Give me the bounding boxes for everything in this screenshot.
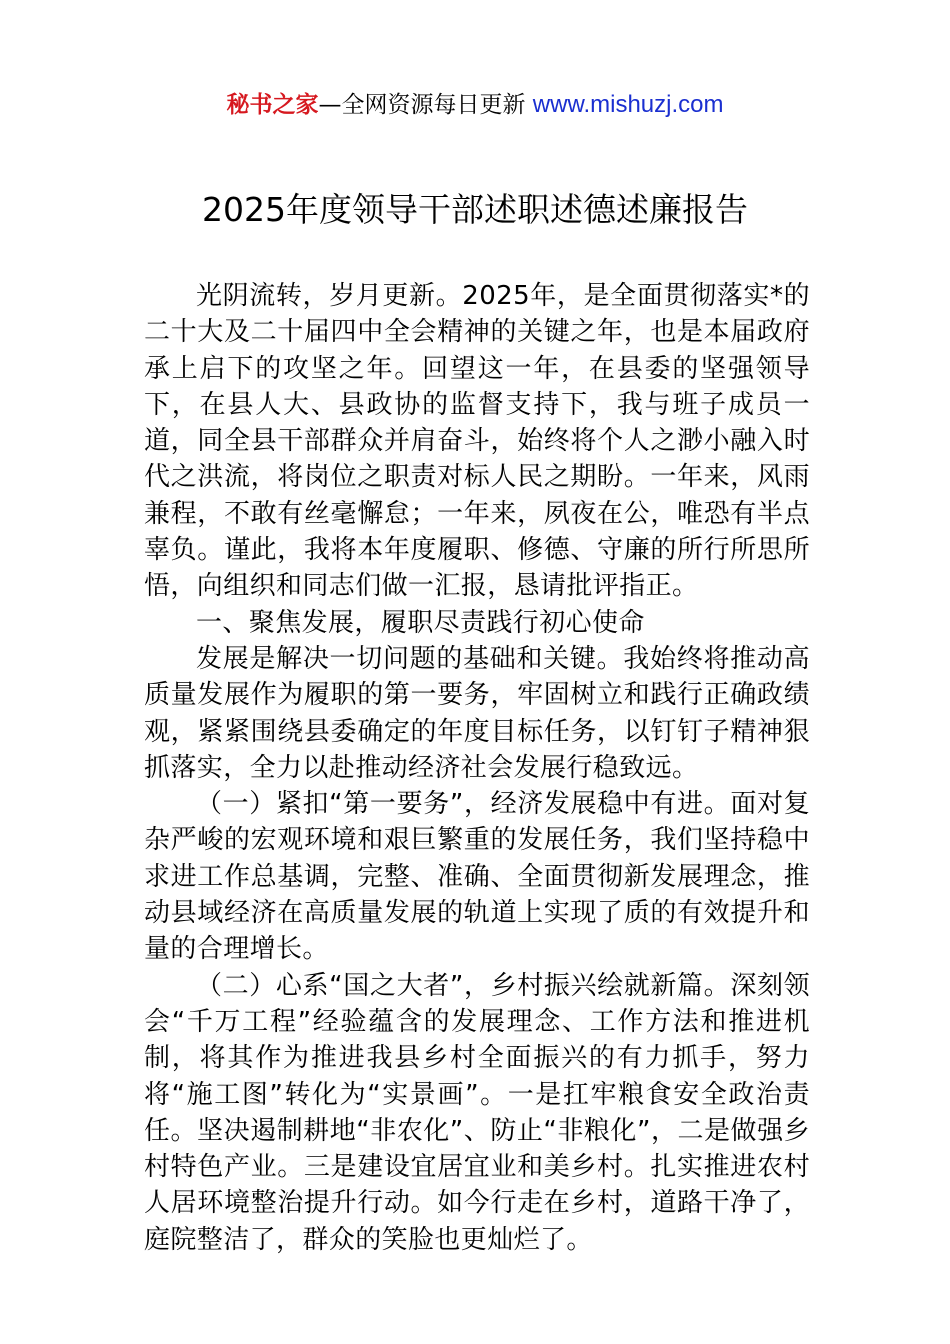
document-title: 2025年度领导干部述职述德述廉报告 — [202, 190, 748, 229]
body-paragraph: （二）心系“国之大者”，乡村振兴绘就新篇。深刻领会“千万工程”经验蕴含的发展理念、工作方法和推进机制，将其作为推进我县乡村全面振兴的有力抓手，努力将“施工图”转化为“实景画”。一是扛牢粮食安全政治责任。坚决遏制耕地“非农化”、防止“非粮化”，二是做强乡村特色产业。三是建设宜居宜业和美乡村。扎实推进农村人居环境整治提升行动。如今行走在乡村，道路干净了，庭院整洁了，群众的笑脸也更灿烂了。 — [144, 970, 810, 1255]
body-paragraph: 发展是解决一切问题的基础和关键。我始终将推动高质量发展作为履职的第一要务，牢固树立和践行正确政绩观，紧紧围绕县委确定的年度目标任务，以钉钉子精神狠抓落实，全力以赴推动经济社会发展行稳致远。 — [144, 643, 810, 783]
body-paragraph: （一）紧扣“第一要务”，经济发展稳中有进。面对复杂严峻的宏观环境和艰巨繁重的发展任务，我们坚持稳中求进工作总基调，完整、准确、全面贯彻新发展理念，推动县域经济在高质量发展的轨道上实现了质的有效提升和量的合理增长。 — [144, 789, 810, 965]
document-body — [144, 278, 810, 1258]
intro-paragraph: 光阴流转，岁月更新。2025年，是全面贯彻落实*的二十大及二十届四中全会精神的关键之年，也是本届政府承上启下的攻坚之年。回望这一年，在县委的坚强领导下，在县人大、县政协的监督支持下，我与班子成员一道，同全县干部群众并肩奋斗，始终将个人之渺小融入时代之洪流，将岗位之职责对标人民之期盼。一年来，风雨兼程，不敢有丝毫懈怠；一年来，夙夜在公，唯恐有半点辜负。谨此，我将本年度履职、修德、守廉的所行所思所悟，向组织和同志们做一汇报，恳请批评指正。 — [144, 281, 810, 602]
site-tagline: —全网资源每日更新 — [318, 92, 533, 118]
site-url-link[interactable]: www.mishuzj.com — [532, 91, 724, 118]
site-name: 秘书之家 — [226, 92, 319, 118]
section-heading: 一、聚焦发展，履职尽责践行初心使命 — [196, 607, 645, 638]
site-header — [0, 88, 950, 122]
